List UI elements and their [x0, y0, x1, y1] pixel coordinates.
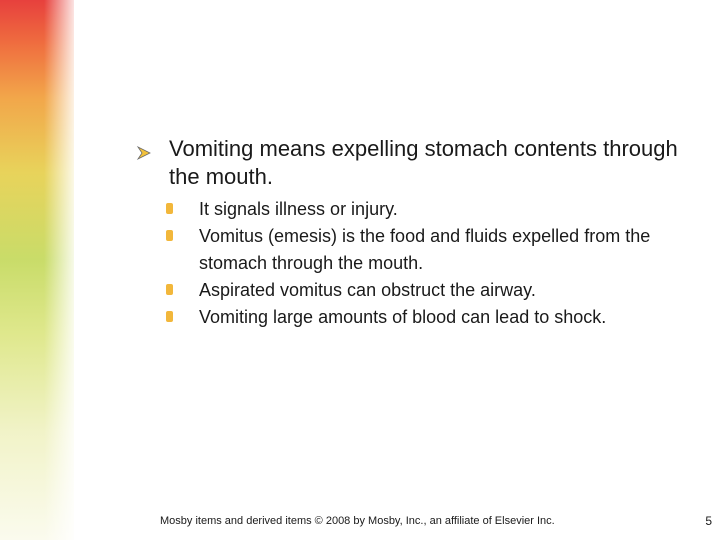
sub-bullet-text: Vomiting large amounts of blood can lead to shock. [199, 307, 607, 327]
square-bullet-icon [166, 203, 173, 214]
page-number: 5 [705, 514, 712, 528]
sub-bullet-text: Aspirated vomitus can obstruct the airway. [199, 280, 536, 300]
arrowhead-bullet-icon [136, 145, 152, 161]
sub-bullet-item [166, 277, 686, 304]
square-bullet-icon [166, 311, 173, 322]
main-bullet-text: Vomiting means expelling stomach contents through the mouth. [169, 136, 678, 189]
footer-credit: Mosby items and derived items © 2008 by Mosby, Inc., an affiliate of Elsevier Inc. [160, 515, 555, 527]
sub-bullet-item [166, 223, 686, 277]
sub-bullet-item [166, 304, 686, 331]
square-bullet-icon [166, 230, 173, 241]
decorative-gradient-band [0, 0, 74, 540]
sub-bullet-text: Vomitus (emesis) is the food and fluids expelled from the stomach through the mouth. [199, 226, 651, 273]
sub-bullet-text: It signals illness or injury. [199, 199, 398, 219]
square-bullet-icon [166, 284, 173, 295]
sub-bullet-item [166, 196, 686, 223]
sub-bullet-list [166, 196, 686, 331]
